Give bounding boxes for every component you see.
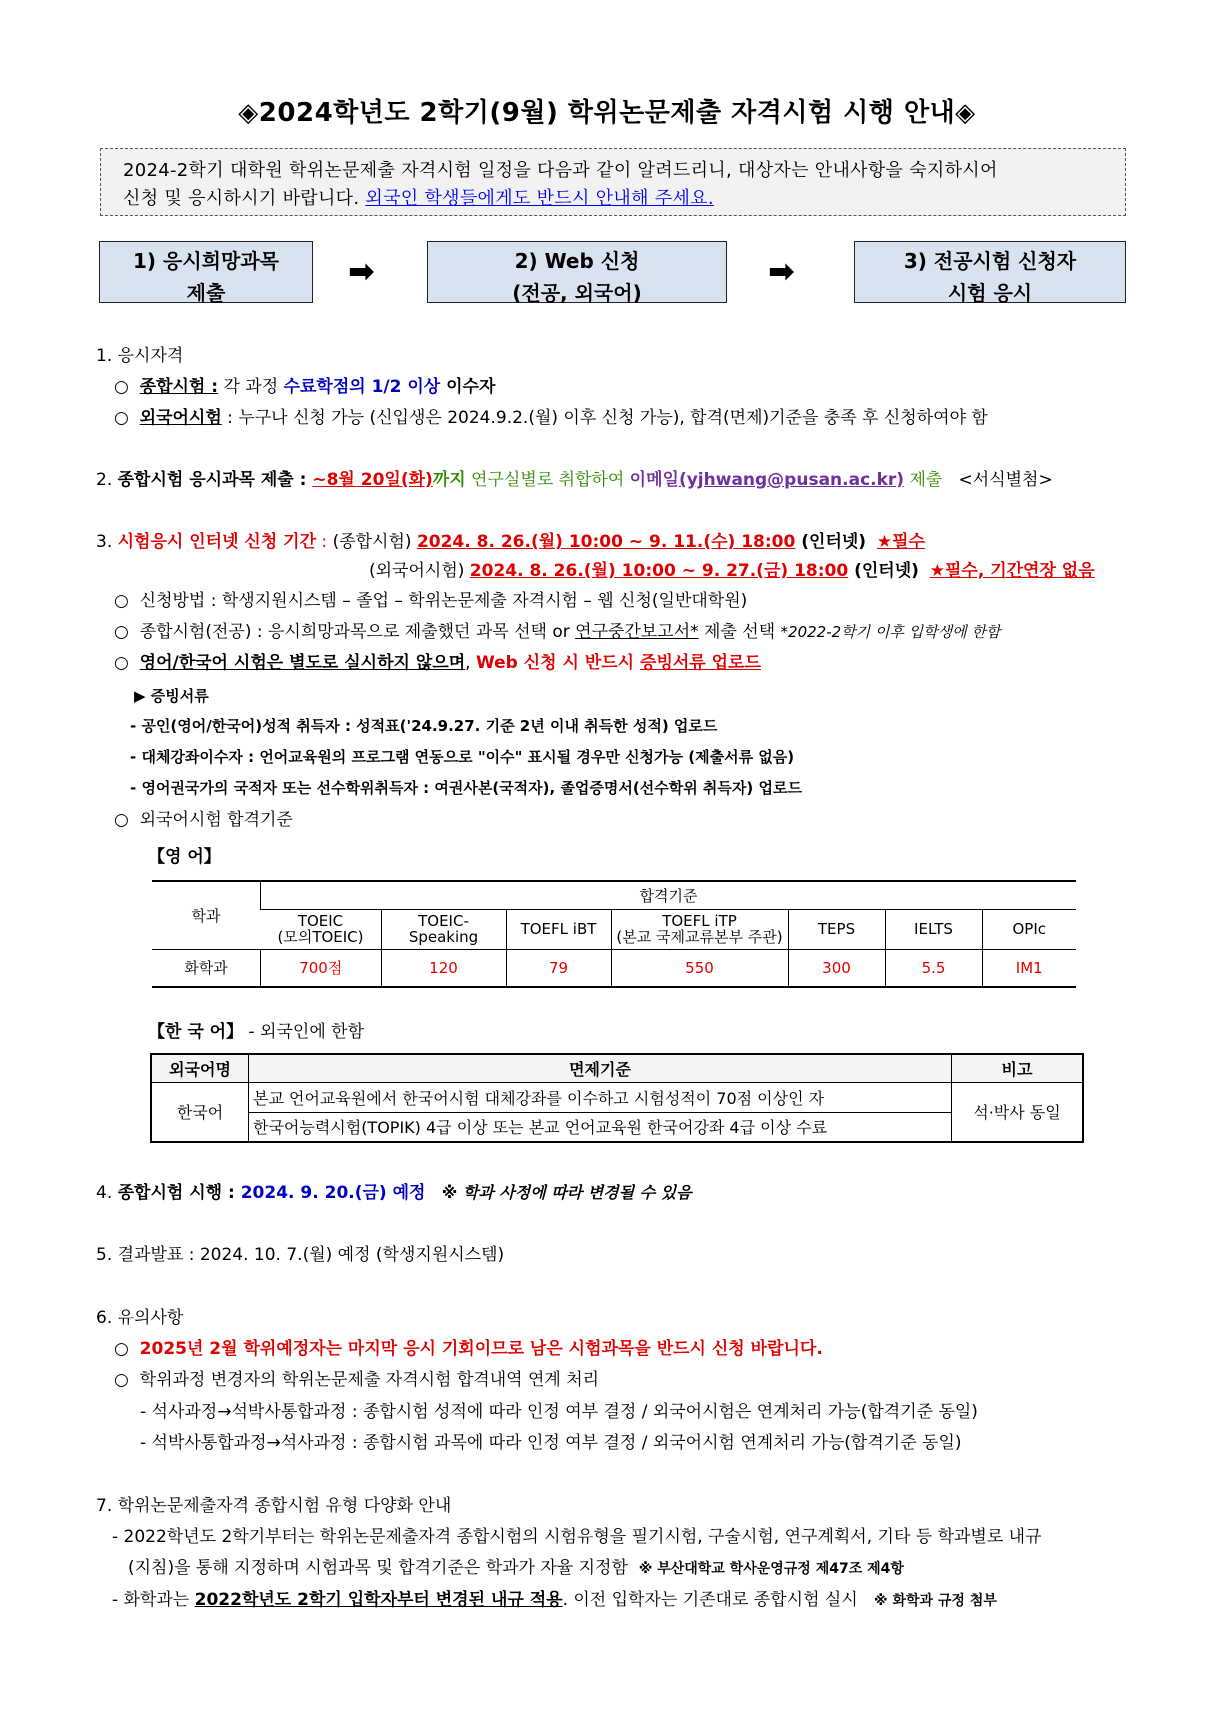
s6-sub-2: - 석박사통합과정→석사과정 : 종합시험 과목에 따라 인정 여부 결정 / 외국어시험 연계처리 가능(합격기준 동일) xyxy=(140,1433,962,1453)
section-1-heading: 1. 응시자격 xyxy=(96,346,184,366)
s1-item-comprehensive: ○ 종합시험 : 각 과정 수료학점의 1/2 이상 이수자 xyxy=(114,377,496,397)
row-dept: 화학과 xyxy=(184,959,228,978)
section-3-row-2: (외국어시험) 2024. 8. 26.(월) 10:00 ~ 9. 27.(금) 18:00 (인터넷) ★필수, 기간연장 없음 xyxy=(369,561,1095,581)
intro-line-1: 2024-2학기 대학원 학위논문제출 자격시험 일정을 다음과 같이 알려드리니, 대상자는 안내사항을 숙지하시어 xyxy=(123,160,998,181)
proof-title: ▶ 증빙서류 xyxy=(134,687,209,705)
header-toefl-itp: TOEFL iTP (본교 국제교류본부 주관) xyxy=(611,909,788,949)
step-3-box: 3) 전공시험 신청자 시험 응시 xyxy=(854,241,1126,303)
s3-pass-criteria: ○ 외국어시험 합격기준 xyxy=(114,810,293,830)
s6-sub-1: - 석사과정→석박사통합과정 : 종합시험 성적에 따라 인정 여부 결정 / 외국어시험은 연계처리 가능(합격기준 동일) xyxy=(140,1402,978,1422)
korean-language-name: 한국어 xyxy=(151,1082,249,1142)
intro-line-2: 신청 및 응시하시기 바랍니다. 외국인 학생들에게도 반드시 안내해 주세요. xyxy=(123,188,714,209)
step-2-box: 2) Web 신청 (전공, 외국어) xyxy=(427,241,727,303)
value-ielts: 5.5 xyxy=(885,949,982,987)
section-6-heading: 6. 유의사항 xyxy=(96,1308,184,1328)
s3-major: ○ 종합시험(전공) : 응시희망과목으로 제출했던 과목 선택 or 연구중간보고서* 제출 선택 *2022-2학기 이후 입학생에 한함 xyxy=(114,622,1001,642)
value-toefl-itp: 550 xyxy=(611,949,788,987)
s7-line-2: (지침)을 통해 지정하며 시험과목 및 합격기준은 학과가 자율 지정함 ※ 부산대학교 학사운영규정 제47조 제4항 xyxy=(128,1558,904,1578)
s7-line-3: - 화학과는 2022학년도 2학기 입학자부터 변경된 내규 적용. 이전 입학자는 기존대로 종합시험 실시 ※ 화학과 규정 첨부 xyxy=(112,1590,997,1610)
proof-item-2: - 대체강좌이수자 : 언어교육원의 프로그램 연동으로 "이수" 표시될 경우만 신청가능 (제출서류 없음) xyxy=(130,748,795,766)
value-toeic: 700점 xyxy=(261,949,382,987)
header-criteria: 합격기준 xyxy=(261,881,1077,909)
header-opic: OPIc xyxy=(982,909,1076,949)
email-link[interactable]: (yjhwang@pusan.ac.kr) xyxy=(678,470,905,490)
value-opic: IM1 xyxy=(982,949,1076,987)
header-toeic: TOEIC (모의TOEIC) xyxy=(261,909,382,949)
section-5: 5. 결과발표 : 2024. 10. 7.(월) 예정 (학생지원시스템) xyxy=(96,1245,505,1265)
header-toefl-ibt: TOEFL iBT xyxy=(506,909,611,949)
header-teps: TEPS xyxy=(788,909,885,949)
section-7-heading: 7. 학위논문제출자격 종합시험 유형 다양화 안내 xyxy=(96,1496,452,1516)
s3-language-note: ○ 영어/한국어 시험은 별도로 실시하지 않으며, Web 신청 시 반드시 증빙서류 업로드 xyxy=(114,653,761,673)
header-dept: 학과 xyxy=(152,881,261,949)
value-teps: 300 xyxy=(788,949,885,987)
intro-highlight: 외국인 학생들에게도 반드시 안내해 주세요. xyxy=(365,188,714,209)
korean-header-remark: 비고 xyxy=(952,1054,1084,1082)
s3-method: ○ 신청방법 : 학생지원시스템 – 졸업 – 학위논문제출 자격시험 – 웹 신청(일반대학원) xyxy=(114,591,748,611)
proof-item-1: - 공인(영어/한국어)성적 취득자 : 성적표('24.9.27. 기준 2년 이내 취득한 성적) 업로드 xyxy=(130,717,718,735)
value-toeic-speaking: 120 xyxy=(381,949,506,987)
s6-item-2: ○ 학위과정 변경자의 학위논문제출 자격시험 합격내역 연계 처리 xyxy=(114,1370,600,1390)
page-title: ◈2024학년도 2학기(9월) 학위논문제출 자격시험 시행 안내◈ xyxy=(238,98,976,128)
english-criteria-table xyxy=(152,880,1076,988)
s7-line-1: - 2022학년도 2학기부터는 학위논문제출자격 종합시험의 시험유형을 필기시험, 구술시험, 연구계획서, 기타 등 학과별로 내규 xyxy=(112,1527,1042,1547)
section-3-row-1: 3. 시험응시 인터넷 신청 기간 : (종합시험) 2024. 8. 26.(월) 10:00 ~ 9. 11.(수) 18:00 (인터넷) ★필수 xyxy=(96,532,925,552)
korean-heading: 【한 국 어】 - 외국인에 한함 xyxy=(148,1022,364,1042)
value-toefl-ibt: 79 xyxy=(506,949,611,987)
english-heading: 【영 어】 xyxy=(148,847,221,867)
section-4: 4. 종합시험 시행 : 2024. 9. 20.(금) 예정 ※ 학과 사정에 따라 변경될 수 있음 xyxy=(96,1183,692,1203)
korean-criteria-table xyxy=(150,1053,1084,1143)
step-1-box: 1) 응시희망과목 제출 xyxy=(99,241,313,303)
arrow-right-icon: ➡ xyxy=(348,252,375,290)
korean-criterion-1: 본교 언어교육원에서 한국어시험 대체강좌를 이수하고 시험성적이 70점 이상인 자 xyxy=(249,1082,952,1112)
header-toeic-speaking: TOEIC- Speaking xyxy=(381,909,506,949)
proof-item-3: - 영어권국가의 국적자 또는 선수학위취득자 : 여권사본(국적자), 졸업증명서(선수학위 취득자) 업로드 xyxy=(130,779,802,797)
s1-item-foreign: ○ 외국어시험 : 누구나 신청 가능 (신입생은 2024.9.2.(월) 이후 신청 가능), 합격(면제)기준을 충족 후 신청하여야 함 xyxy=(114,408,988,428)
section-2: 2. 종합시험 응시과목 제출 : ~8월 20일(화)까지 연구실별로 취합하여 이메일(yjhwang@pusan.ac.kr) 제출 <서식별첨> xyxy=(96,470,1053,490)
intro-box xyxy=(100,148,1126,216)
korean-remark: 석·박사 동일 xyxy=(952,1082,1084,1142)
arrow-right-icon: ➡ xyxy=(768,252,795,290)
korean-criterion-2: 한국어능력시험(TOPIK) 4급 이상 또는 본교 언어교육원 한국어강좌 4급 이상 수료 xyxy=(249,1112,952,1142)
korean-header-criteria: 면제기준 xyxy=(249,1054,952,1082)
header-ielts: IELTS xyxy=(885,909,982,949)
s6-item-1: ○ 2025년 2월 학위예정자는 마지막 응시 기회이므로 남은 시험과목을 반드시 신청 바랍니다. xyxy=(114,1339,823,1359)
korean-header-name: 외국어명 xyxy=(151,1054,249,1082)
